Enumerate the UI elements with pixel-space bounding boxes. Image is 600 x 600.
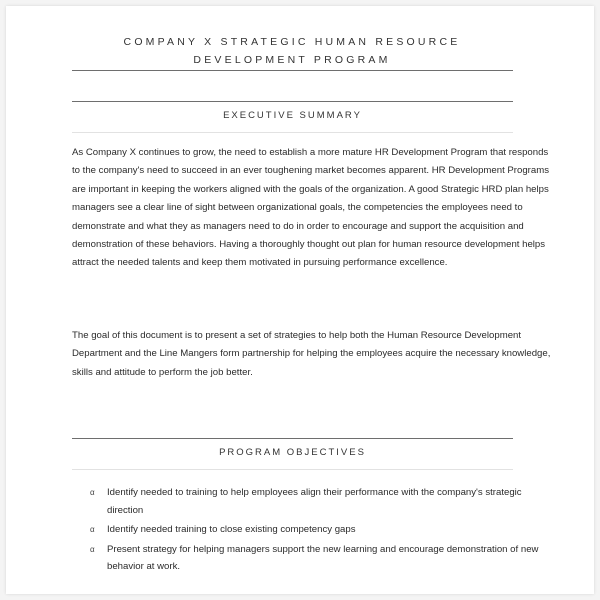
bullet-icon: α	[90, 544, 95, 554]
list-item	[72, 484, 542, 519]
section-divider-bottom	[72, 469, 513, 470]
list-item	[72, 521, 542, 539]
list-item	[72, 541, 542, 576]
objectives-list	[72, 484, 542, 578]
objective-text: Present strategy for helping managers support the new learning and encourage demonstration of new behavior at work.	[107, 543, 539, 572]
section-divider-bottom	[72, 132, 513, 133]
executive-summary-paragraph-1: As Company X continues to grow, the need to establish a more mature HR Development Program that responds to the company's need to succeed in an ever toughening market becomes apparent. HR Development Programs are important in keeping the workers aligned with the goals of the organization. A good Strategic HRD plan helps managers see a clear line of sight between organizational goals, the competencies the employees need to demonstrate and what they as managers need to do in order to encourage and support the acquisition and demonstration of these behaviors. Having a thoroughly thought out plan for human resource development helps attract the needed talents and keep them motivated in pursuing performance excellence.	[72, 147, 549, 269]
objective-text: Identify needed to training to help employees align their performance with the company's strategic direction	[107, 487, 522, 516]
executive-summary-heading: EXECUTIVE SUMMARY	[223, 110, 362, 121]
title-divider	[72, 70, 513, 71]
document-title-line-1: COMPANY X STRATEGIC HUMAN RESOURCE	[123, 36, 461, 48]
program-objectives-heading: PROGRAM OBJECTIVES	[219, 447, 366, 458]
section-divider-top	[72, 438, 513, 439]
objective-text: Identify needed training to close existing competency gaps	[107, 524, 356, 535]
document-title-line-2: DEVELOPMENT PROGRAM	[193, 54, 391, 66]
bullet-icon: α	[90, 525, 95, 534]
document-page	[6, 6, 594, 594]
bullet-icon: α	[90, 488, 95, 497]
executive-summary-paragraph-2: The goal of this document is to present a set of strategies to help both the Human Resource Development Department and the Line Mangers form partnership for helping the employees acquire the necessary knowledge, skills and attitude to perform the job better.	[72, 330, 551, 378]
section-divider-top	[72, 101, 513, 102]
